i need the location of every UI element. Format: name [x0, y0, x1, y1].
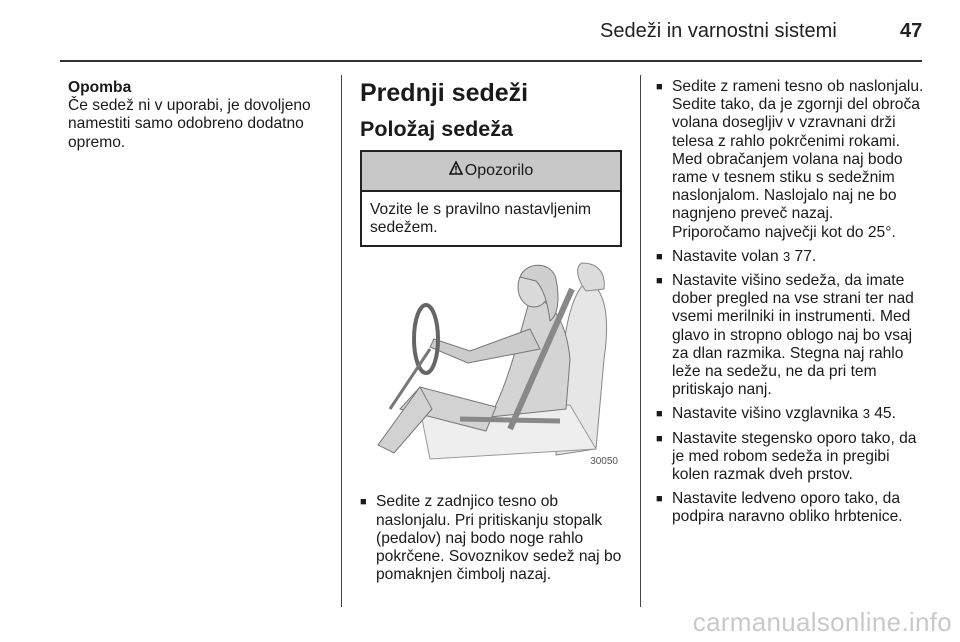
list-item	[656, 490, 924, 526]
page-reference-icon[interactable]: 3	[862, 406, 870, 422]
bullet-icon: ■	[656, 81, 663, 93]
seated-driver-figure	[360, 259, 622, 471]
list-item	[656, 248, 924, 266]
bullet-icon: ■	[656, 275, 663, 288]
column-divider-right	[640, 75, 641, 607]
list-item-text: Sedite z rameni tesno ob naslonjalu. Sedite tako, da je zgornji del obroča volana dosegljiv v vzravnani drži telesa z rahlo pokrčenimi rokami. Med obračanjem volana naj bodo rame v tesnem stiku s sedežnim naslonjalom. Naslojalo naj ne bo nagnjeno preveč nazaj. Priporočamo največji kot do 25°.	[672, 78, 924, 241]
watermark: carmanualsonline.info	[692, 607, 952, 637]
warning-box	[360, 150, 622, 247]
subsection-heading: Položaj sedeža	[360, 117, 513, 141]
list-item	[360, 493, 622, 584]
list-item	[656, 430, 924, 485]
column-divider-left	[341, 75, 342, 607]
bullet-icon: ■	[656, 432, 663, 445]
seated-driver-illustration	[360, 259, 622, 471]
page-reference-icon[interactable]: 3	[782, 248, 791, 264]
list-item	[656, 78, 924, 242]
list-item-text: Nastavite višino vzglavnika	[672, 405, 863, 423]
section-title: Sedeži in varnostni sistemi	[600, 20, 837, 42]
right-column	[656, 78, 924, 533]
warning-triangle-icon	[449, 161, 463, 180]
note-title: Opomba	[68, 79, 132, 96]
left-column	[68, 79, 330, 152]
bullet-icon: ■	[656, 493, 663, 506]
header-rule	[60, 60, 922, 62]
middle-column	[360, 78, 622, 590]
list-item-text: Sedite z zadnjico tesno ob naslonjalu. Pri pritiskanju stopalk (pedalov) naj bodo noge rahlo pokrčene. Sovoznikov sedež naj bo pomaknjen čimbolj nazaj.	[376, 493, 622, 584]
section-heading: Prednji sedeži	[360, 79, 529, 107]
list-item-text: Nastavite ledveno oporo tako, da podpira naravno obliko hrbtenice.	[672, 490, 903, 526]
bullet-icon: ■	[360, 496, 367, 509]
bullet-icon: ■	[656, 408, 663, 421]
bullet-list	[360, 493, 622, 584]
warning-header	[362, 152, 620, 192]
list-item-text: Nastavite volan	[672, 247, 783, 265]
warning-title: Opozorilo	[464, 161, 534, 179]
list-item-text: Nastavite stegensko oporo tako, da je med robom sedeža in pregibi kolen razmak dveh prstov.	[672, 429, 917, 484]
list-item-text: 77.	[790, 247, 817, 265]
bullet-list	[656, 78, 924, 527]
warning-text: Vozite le s pravilno nastavljenim sedežem.	[370, 201, 592, 237]
figure-number: 30050	[590, 456, 618, 468]
bullet-icon: ■	[656, 250, 663, 263]
list-item	[656, 272, 924, 399]
page-number: 47	[900, 20, 923, 42]
list-item-text: Nastavite višino sedeža, da imate dober pregled na vse strani ter nad vsemi merilniki in instrumenti. Med glavo in stropno oblogo naj bo vsaj za dlan razmika. Stegna naj rahlo leže na sedežu, ne da pri tem pritiskajo nanj.	[672, 272, 914, 399]
list-item-text: 45.	[869, 405, 896, 423]
note-text: Če sedež ni v uporabi, je dovoljeno namestiti samo odobreno dodatno opremo.	[68, 97, 311, 151]
list-item	[656, 405, 924, 423]
